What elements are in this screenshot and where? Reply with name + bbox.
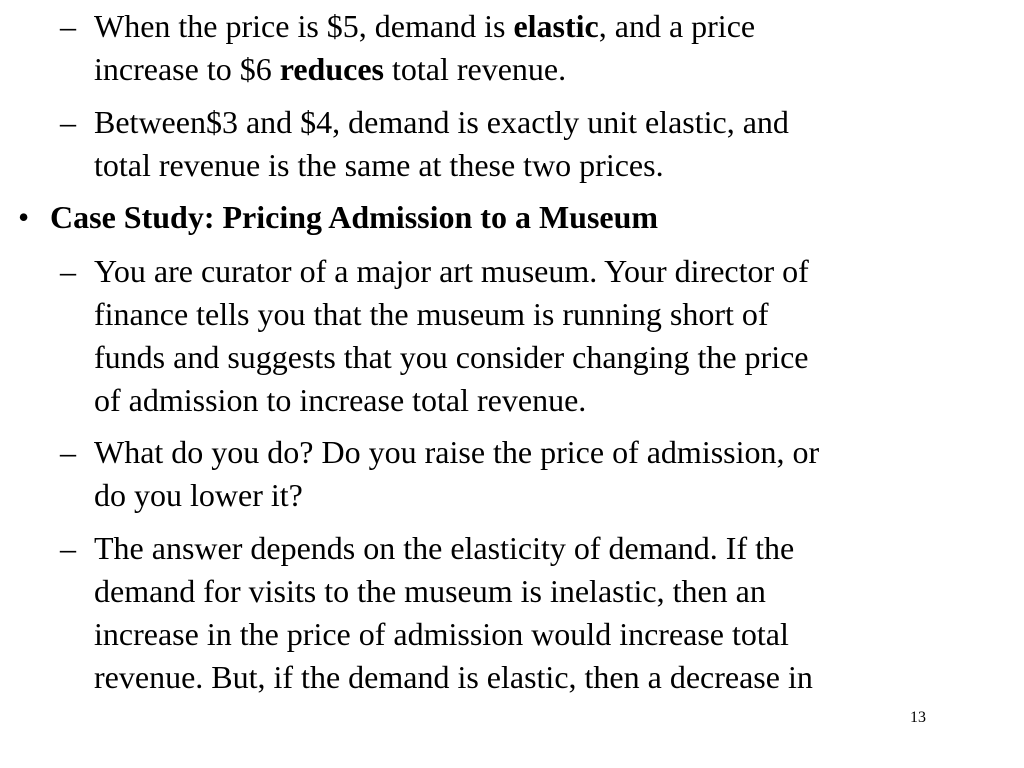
- text-line: revenue. But, if the demand is elastic, then a decrease in: [94, 659, 813, 695]
- text-line: You are curator of a major art museum. Your director of: [94, 253, 809, 289]
- page-number: 13: [910, 709, 926, 726]
- bold-term-reduces: reduces: [279, 51, 384, 87]
- text-run: total revenue.: [383, 51, 567, 87]
- text-line: What do you do? Do you raise the price of admission, or: [94, 434, 820, 470]
- text-line: finance tells you that the museum is running short of: [94, 296, 769, 332]
- dash-marker: –: [60, 8, 76, 44]
- text-line: [94, 48, 755, 91]
- case-study-title: Case Study: Pricing Admission to a Museum: [50, 199, 659, 235]
- text-line: The answer depends on the elasticity of demand. If the: [94, 530, 795, 566]
- text-line: increase in the price of admission would increase total: [94, 616, 789, 652]
- text-run: , and a price: [598, 8, 756, 44]
- bullet-marker: •: [18, 199, 30, 235]
- dash-marker: –: [60, 434, 76, 470]
- sub-bullet-text: [94, 431, 819, 517]
- text-line: Between$3 and $4, demand is exactly unit elastic, and: [94, 104, 789, 140]
- text-line: funds and suggests that you consider changing the price: [94, 339, 809, 375]
- dash-marker: –: [60, 104, 76, 140]
- text-run: increase to $6: [94, 51, 280, 87]
- sub-bullet-text: [94, 101, 789, 187]
- sub-bullet-text: [94, 250, 809, 422]
- text-run: When the price is $5, demand is: [94, 8, 514, 44]
- text-line: total revenue is the same at these two prices.: [94, 147, 664, 183]
- text-line: of admission to increase total revenue.: [94, 382, 587, 418]
- bold-term-elastic: elastic: [513, 8, 599, 44]
- text-line: do you lower it?: [94, 477, 303, 513]
- text-line: demand for visits to the museum is inelastic, then an: [94, 573, 766, 609]
- sub-bullet-text: [94, 527, 813, 699]
- sub-bullet-text: [94, 5, 755, 91]
- dash-marker: –: [60, 253, 76, 289]
- dash-marker: –: [60, 530, 76, 566]
- text-line: [94, 5, 755, 48]
